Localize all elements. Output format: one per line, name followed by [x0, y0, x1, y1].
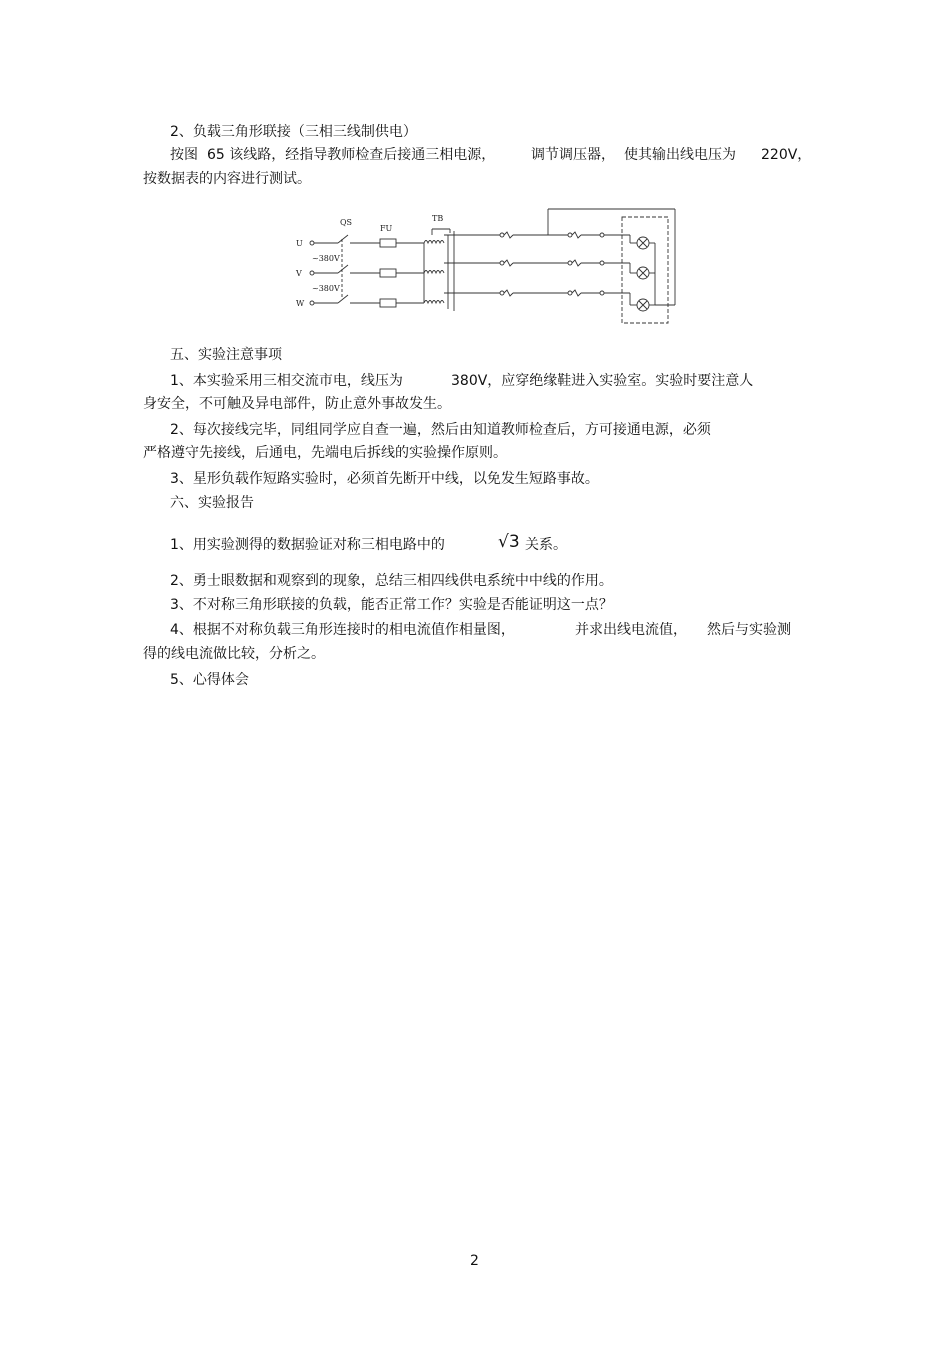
- fuse: [380, 269, 396, 277]
- list-item: 并求出线电流值，: [575, 622, 687, 638]
- terminal-w: [310, 301, 314, 305]
- list-item: 得的线电流做比较，分析之。: [143, 646, 325, 662]
- sqrt-three-symbol: √3: [498, 532, 520, 552]
- circuit-diagram: [290, 205, 685, 330]
- list-item: 身安全，不可触及异电部件，防止意外事故发生。: [143, 396, 451, 412]
- qs-label: QS: [340, 218, 353, 227]
- phase-label-w: W: [296, 299, 305, 308]
- list-item: 5、心得体会: [170, 672, 249, 688]
- phase-label-v: V: [296, 269, 302, 278]
- tb-coil: [424, 241, 444, 244]
- fuse: [380, 239, 396, 247]
- fuse: [380, 299, 396, 307]
- tb-coil: [424, 301, 444, 304]
- list-item: 严格遵守先接线，后通电，先端电后拆线的实验操作原则。: [143, 445, 507, 461]
- list-item: 1、本实验采用三相交流市电，线压为: [170, 373, 403, 389]
- paragraph-text: 调节调压器，: [531, 147, 615, 163]
- list-item: 2、勇士眼数据和观察到的现象，总结三相四线供电系统中中线的作用。: [170, 573, 613, 589]
- list-item: 3、星形负载作短路实验时，必须首先断开中线，以免发生短路事故。: [170, 471, 599, 487]
- phase-label-u: U: [296, 239, 303, 248]
- voltage-label: ~380V: [312, 284, 340, 293]
- tb-coil: [424, 271, 444, 274]
- list-item: 380V，应穿绝缘鞋进入实验室。实验时要注意人: [451, 373, 754, 389]
- list-item: 4、根据不对称负载三角形连接时的相电流值作相量图，: [170, 622, 515, 638]
- paragraph-text: 220V，: [761, 147, 812, 163]
- qs-switch-blade: [338, 235, 348, 243]
- terminal-u: [310, 241, 314, 245]
- section-heading-notes: 五、实验注意事项: [170, 347, 282, 363]
- list-item: 关系。: [525, 537, 567, 553]
- paragraph-text: 按数据表的内容进行测试。: [143, 171, 311, 187]
- qs-switch-blade: [338, 265, 348, 273]
- paragraph-text: 65 该线路，经指导教师检查后接通三相电源，: [207, 147, 496, 163]
- list-item: 3、不对称三角形联接的负载，能否正常工作？实验是否能证明这一点？: [170, 597, 613, 613]
- list-item: 2、每次接线完毕，同组同学应自查一遍，然后由知道教师检查后，方可接通电源，必须: [170, 422, 711, 438]
- paragraph-text: 使其输出线电压为: [624, 147, 736, 163]
- fu-label: FU: [380, 224, 393, 233]
- section-heading-report: 六、实验报告: [170, 495, 254, 511]
- tb-label: TB: [432, 214, 444, 223]
- page-number: 2: [470, 1253, 479, 1269]
- paragraph-text: 按图: [170, 147, 198, 163]
- terminal-v: [310, 271, 314, 275]
- voltage-label: ~380V: [312, 254, 340, 263]
- list-item: 1、用实验测得的数据验证对称三相电路中的: [170, 537, 445, 553]
- list-item: 然后与实验测: [707, 622, 791, 638]
- qs-switch-blade: [338, 295, 348, 303]
- section-heading-delta: 2、负载三角形联接（三相三线制供电）: [170, 124, 417, 140]
